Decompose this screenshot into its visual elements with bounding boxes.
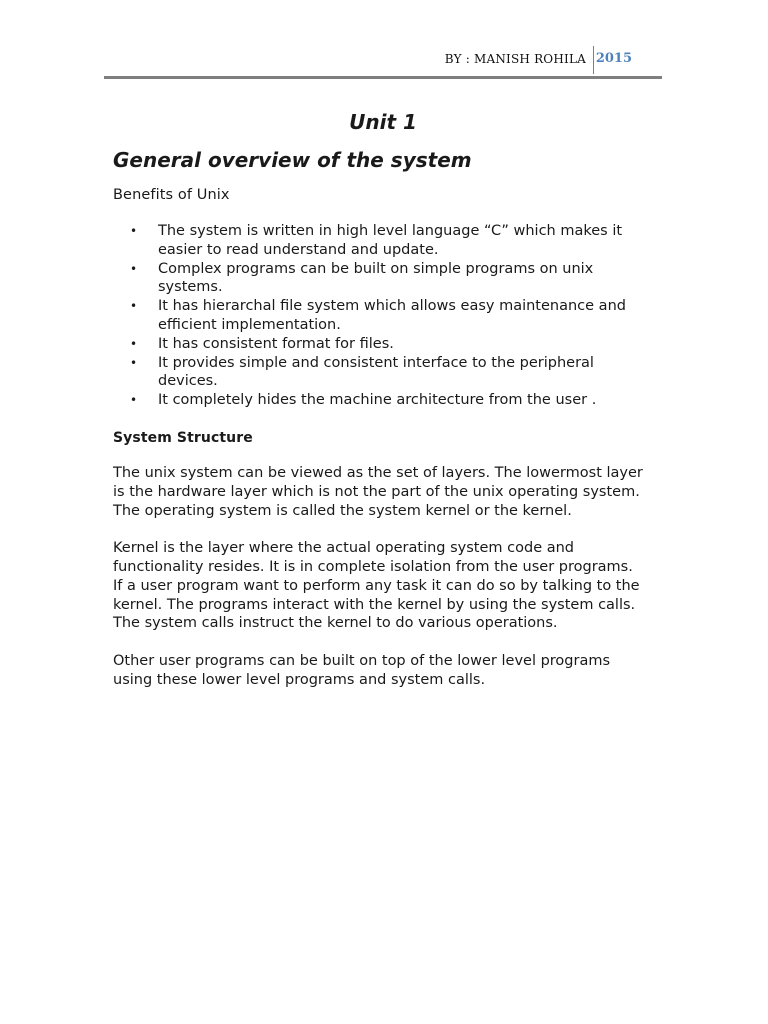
bullet-icon: • [130, 336, 138, 351]
list-item [130, 335, 658, 354]
bullet-icon: • [130, 261, 138, 276]
benefits-heading: Benefits of Unix [113, 187, 230, 203]
structure-paragraph-4: Other user programs can be built on top of the lower level programs using these lower level programs and system calls. [113, 652, 611, 688]
benefits-list [113, 222, 658, 410]
structure-paragraph-2: Kernel is the layer where the actual operating system code and functionality resides. It is in complete isolation from the user programs. [113, 540, 633, 575]
document-body [113, 110, 658, 690]
page-header [104, 44, 662, 79]
list-item [130, 222, 658, 260]
list-item-text: It has consistent format for files. [158, 335, 394, 352]
header-author: BY : MANISH ROHILA [444, 52, 586, 66]
header-separator [593, 46, 594, 74]
bullet-icon: • [130, 299, 138, 314]
structure-heading: System Structure [113, 429, 253, 446]
list-item [130, 260, 658, 298]
list-item-text: It has hierarchal file system which allows easy maintenance and efficient implementation. [158, 298, 626, 333]
list-item [130, 391, 658, 410]
section-title: General overview of the system [113, 148, 472, 172]
structure-paragraph-1: The unix system can be viewed as the set of layers. The lowermost layer is the hardware layer which is not the part of the unix operating system. The operating system is called the system kernel or the kernel. [113, 464, 643, 519]
unit-title: Unit 1 [349, 110, 417, 134]
bullet-icon: • [130, 224, 138, 238]
header-year: 2015 [595, 51, 632, 66]
bullet-icon: • [130, 393, 138, 408]
list-item-text: Complex programs can be built on simple programs on unix systems. [158, 260, 594, 296]
list-item-text: It completely hides the machine architecture from the user . [158, 392, 597, 409]
list-item-text: The system is written in high level language “C” which makes it easier to read understand and update. [158, 223, 623, 258]
bullet-icon: • [130, 355, 138, 370]
list-item [130, 297, 658, 335]
list-item-text: It provides simple and consistent interface to the peripheral devices. [158, 354, 594, 390]
list-item [130, 354, 658, 392]
structure-paragraph-3: If a user program want to perform any task it can do so by talking to the kernel. The programs interact with the kernel by using the system calls. The system calls instruct the kernel to do various operations. [113, 577, 640, 632]
